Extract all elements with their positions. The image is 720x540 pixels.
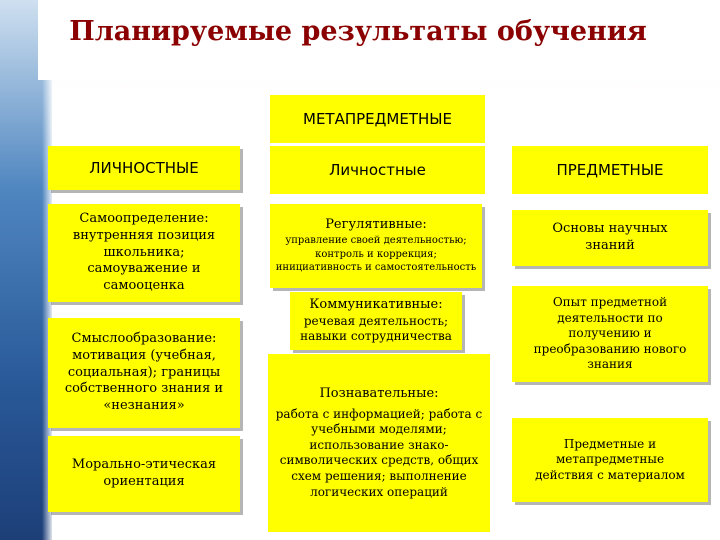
meta-regulative-text: управление своей деятельностью; контроль и коррекция; инициативность и самостоятельность [275, 235, 477, 274]
decorative-side-strip [0, 0, 52, 540]
header-subject: ПРЕДМЕТНЫЕ [512, 146, 708, 194]
subject-item-subject-experience: Опыт предметной деятельности по получению и преобразованию нового знания [512, 286, 708, 382]
personal-item-meaning-making: Смыслообразование: мотивация (учебная, социальная); границы собственного знания и «незнания» [48, 318, 240, 428]
personal-item-moral-orientation: Морально-этическая ориентация [48, 436, 240, 512]
meta-cognitive-title: Познавательные: [319, 385, 439, 401]
meta-cognitive-text: работа с информацией; работа с учебными моделями; использование знако-символических средств, общих схем решения; выполнение логических операций [275, 406, 483, 499]
page-title: Планируемые результаты обучения [69, 16, 647, 47]
header-meta: МЕТАПРЕДМЕТНЫЕ [270, 95, 485, 143]
subject-item-scientific-basics: Основы научных знаний [512, 210, 708, 266]
personal-item-self-determination: Самоопределение: внутренняя позиция школьника; самоуважение и самооценка [48, 204, 240, 302]
meta-item-communicative [290, 292, 462, 350]
meta-communicative-title: Коммуникативные: [309, 297, 443, 313]
subject-item-subject-actions: Предметные и метапредметные действия с материалом [512, 418, 708, 502]
meta-regulative-title: Регулятивные: [325, 217, 427, 233]
meta-item-cognitive [268, 354, 490, 532]
header-meta-personal: Личностные [270, 146, 485, 194]
meta-communicative-text: речевая деятельность; навыки сотрудничества [300, 313, 452, 344]
meta-item-regulative [270, 204, 482, 288]
header-personal: ЛИЧНОСТНЫЕ [48, 146, 240, 190]
